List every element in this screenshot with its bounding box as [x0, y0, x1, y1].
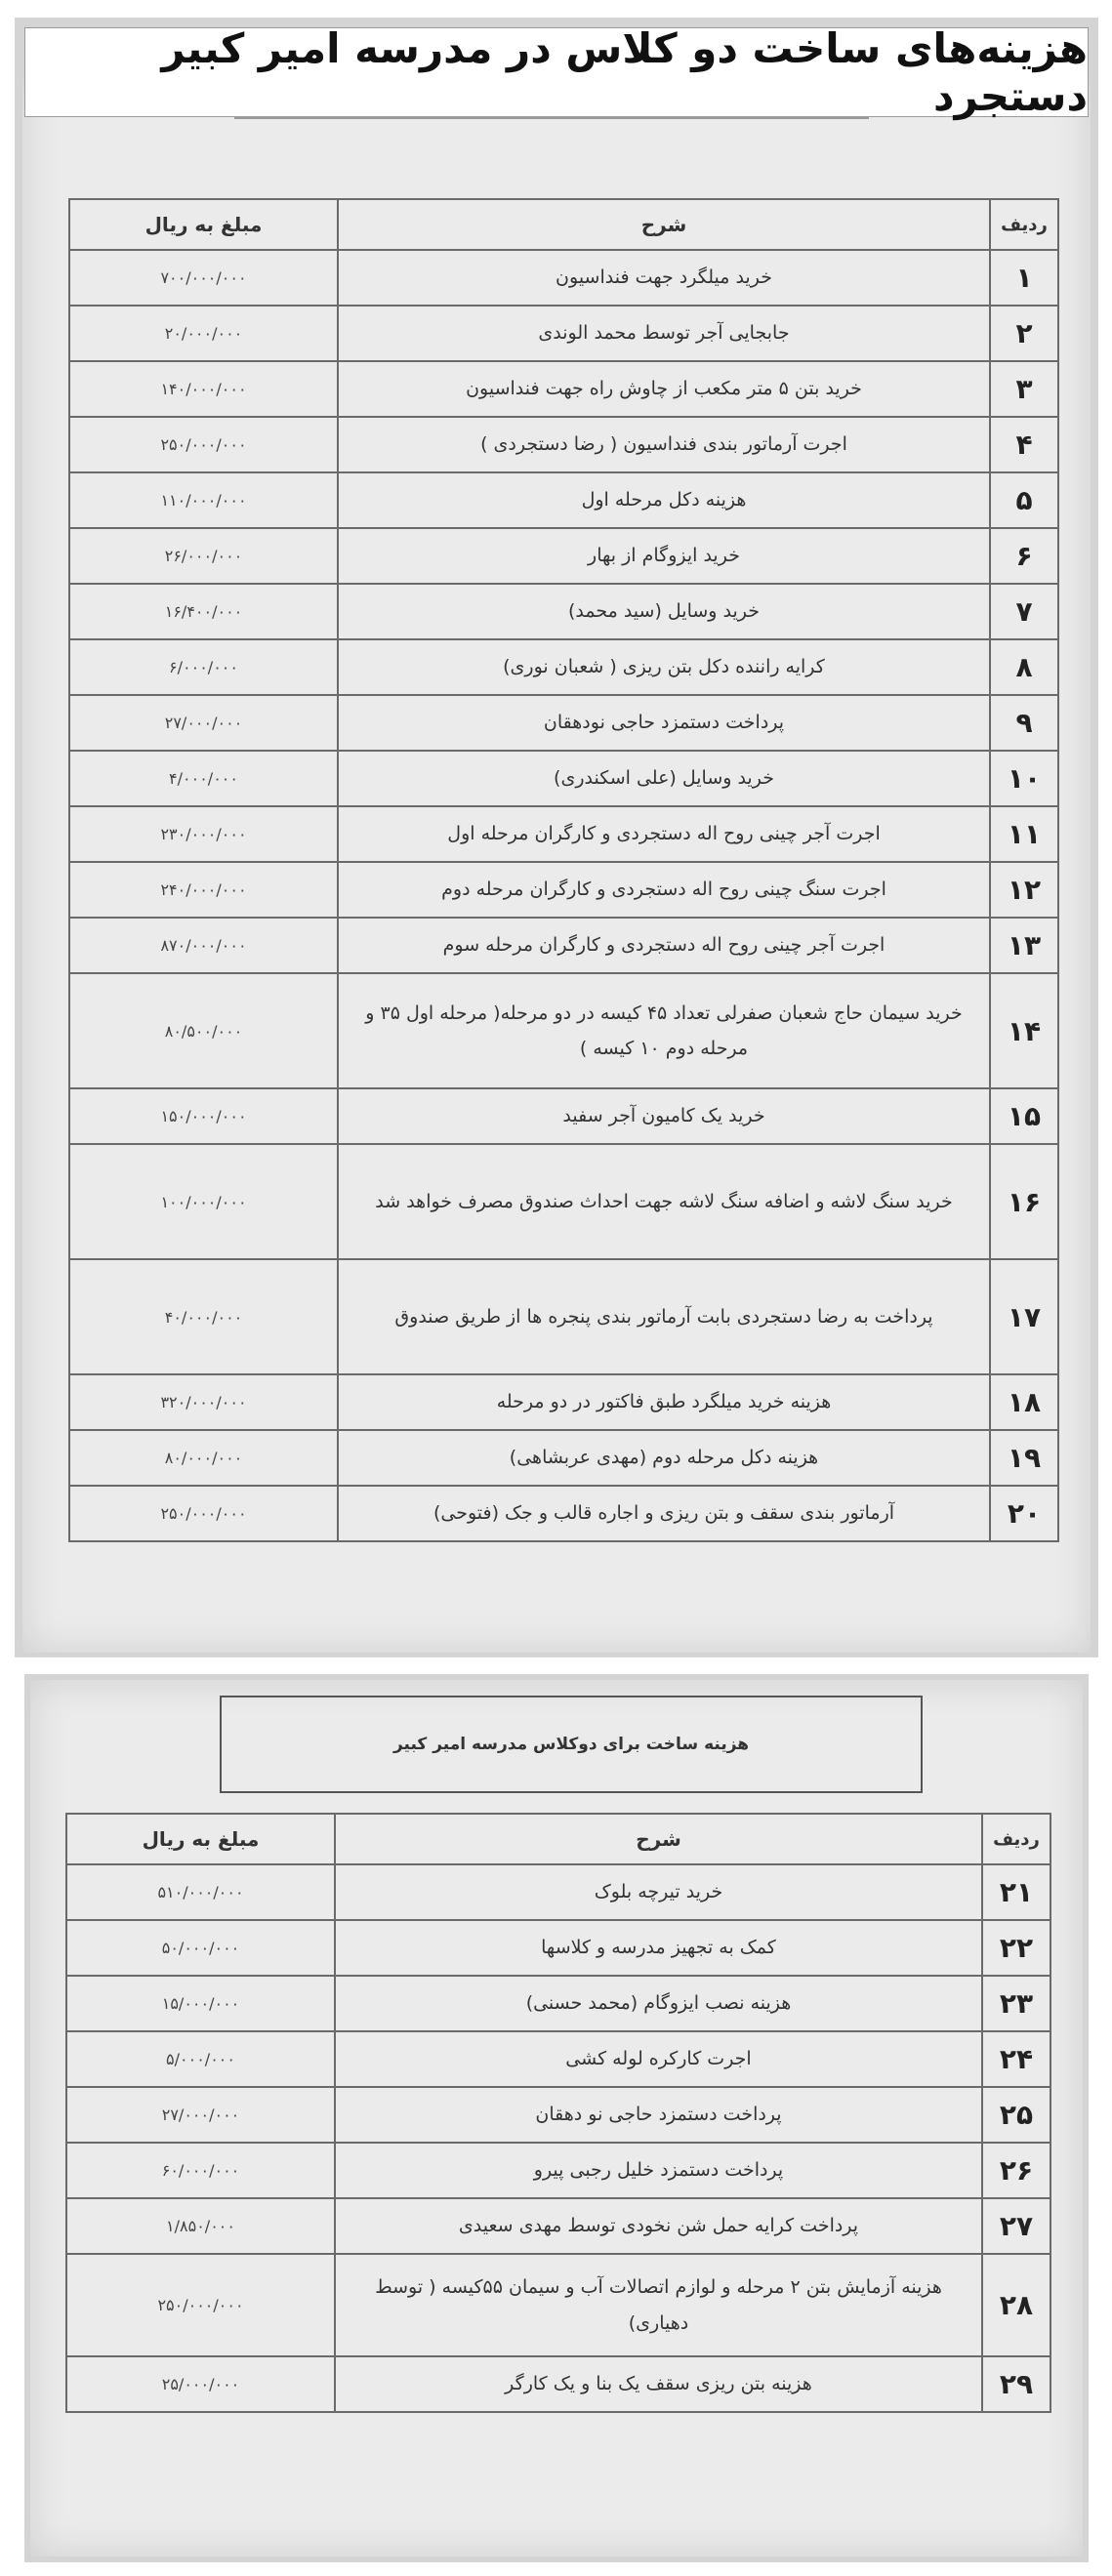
row-amount: ۲۵۰/۰۰۰/۰۰۰: [69, 417, 338, 472]
row-description: خرید سنگ لاشه و اضافه سنگ لاشه جهت احداث صندوق مصرف خواهد شد: [338, 1144, 990, 1259]
row-amount: ۶۰/۰۰۰/۰۰۰: [66, 2143, 335, 2198]
row-description: خرید سیمان حاج شعبان صفرلی تعداد ۴۵ کیسه در دو مرحله( مرحله اول ۳۵ و مرحله دوم ۱۰ کیسه ): [338, 973, 990, 1088]
row-amount: ۲۵۰/۰۰۰/۰۰۰: [69, 1486, 338, 1541]
row-description: هزینه دکل مرحله اول: [338, 472, 990, 528]
table-row: [69, 1088, 1058, 1144]
row-description: خرید تیرچه بلوک: [335, 1864, 982, 1920]
table-row: [69, 862, 1058, 918]
row-amount: ۲۷/۰۰۰/۰۰۰: [69, 695, 338, 751]
header-row-number: ردیف: [990, 199, 1058, 250]
row-description: اجرت آجر چینی روح اله دستجردی و کارگران مرحله سوم: [338, 918, 990, 973]
row-amount: ۱۴۰/۰۰۰/۰۰۰: [69, 361, 338, 417]
header-description: شرح: [338, 199, 990, 250]
table-row: [69, 1430, 1058, 1486]
row-number: ۱۱: [990, 806, 1058, 862]
row-number: ۱۸: [990, 1374, 1058, 1430]
row-amount: ۲۶/۰۰۰/۰۰۰: [69, 528, 338, 584]
row-number: ۱۹: [990, 1430, 1058, 1486]
row-amount: ۱۱۰/۰۰۰/۰۰۰: [69, 472, 338, 528]
table-row: [69, 1374, 1058, 1430]
row-amount: ۵۰/۰۰۰/۰۰۰: [66, 1920, 335, 1976]
row-number: ۱۵: [990, 1088, 1058, 1144]
table-row: [66, 1920, 1050, 1976]
row-description: هزینه نصب ایزوگام (محمد حسنی): [335, 1976, 982, 2031]
table-row: [69, 306, 1058, 361]
table-row: [66, 1976, 1050, 2031]
row-description: پرداخت دستمزد حاجی نو دهقان: [335, 2087, 982, 2143]
table-row: [66, 1864, 1050, 1920]
table-row: [69, 1144, 1058, 1259]
row-description: هزینه خرید میلگرد طبق فاکتور در دو مرحله: [338, 1374, 990, 1430]
header-description: شرح: [335, 1814, 982, 1864]
table-row: [66, 2143, 1050, 2198]
row-number: ۳: [990, 361, 1058, 417]
row-amount: ۲۵/۰۰۰/۰۰۰: [66, 2356, 335, 2412]
row-number: ۶: [990, 528, 1058, 584]
row-description: پرداخت به رضا دستجردی بابت آرماتور بندی پنجره ها از طریق صندوق: [338, 1259, 990, 1374]
row-amount: ۸۰/۵۰۰/۰۰۰: [69, 973, 338, 1088]
table-row: [69, 695, 1058, 751]
row-number: ۲: [990, 306, 1058, 361]
table-row: [69, 584, 1058, 639]
row-description: خرید بتن ۵ متر مکعب از چاوش راه جهت فنداسیون: [338, 361, 990, 417]
row-amount: ۴/۰۰۰/۰۰۰: [69, 751, 338, 806]
row-number: ۲۱: [982, 1864, 1050, 1920]
row-number: ۲۵: [982, 2087, 1050, 2143]
table-row: [66, 2356, 1050, 2412]
row-description: خرید وسایل (سید محمد): [338, 584, 990, 639]
table-row: [69, 639, 1058, 695]
row-number: ۲۸: [982, 2254, 1050, 2356]
row-amount: ۱۶/۴۰۰/۰۰۰: [69, 584, 338, 639]
document-sheet-2: [24, 1674, 1089, 2562]
table-row: [69, 806, 1058, 862]
row-number: ۲۶: [982, 2143, 1050, 2198]
row-description: خرید وسایل (علی اسکندری): [338, 751, 990, 806]
row-number: ۱۷: [990, 1259, 1058, 1374]
table-row: [69, 1259, 1058, 1374]
row-description: پرداخت دستمزد حاجی نودهقان: [338, 695, 990, 751]
row-amount: ۵۱۰/۰۰۰/۰۰۰: [66, 1864, 335, 1920]
table-row: [66, 2031, 1050, 2087]
row-number: ۱۲: [990, 862, 1058, 918]
sheet-title: هزینه ساخت برای دوکلاس مدرسه امیر کبیر: [220, 1696, 923, 1793]
row-number: ۲۴: [982, 2031, 1050, 2087]
header-amount: مبلغ به ریال: [69, 199, 338, 250]
row-amount: ۲۴۰/۰۰۰/۰۰۰: [69, 862, 338, 918]
row-amount: ۴۰/۰۰۰/۰۰۰: [69, 1259, 338, 1374]
row-amount: ۶/۰۰۰/۰۰۰: [69, 639, 338, 695]
row-number: ۲۷: [982, 2198, 1050, 2254]
row-description: هزینه دکل مرحله دوم (مهدی عربشاهی): [338, 1430, 990, 1486]
document-sheet-1: [15, 18, 1098, 1657]
table-row: [69, 1486, 1058, 1541]
row-description: پرداخت کرایه حمل شن نخودی توسط مهدی سعیدی: [335, 2198, 982, 2254]
row-amount: ۱/۸۵۰/۰۰۰: [66, 2198, 335, 2254]
table-row: [66, 2087, 1050, 2143]
row-description: هزینه بتن ریزی سقف یک بنا و یک کارگر: [335, 2356, 982, 2412]
row-amount: ۲۰/۰۰۰/۰۰۰: [69, 306, 338, 361]
row-number: ۹: [990, 695, 1058, 751]
table-row: [69, 361, 1058, 417]
cost-table-2: [65, 1813, 1051, 2413]
row-number: ۸: [990, 639, 1058, 695]
table-row: [66, 2198, 1050, 2254]
row-amount: ۸۰/۰۰۰/۰۰۰: [69, 1430, 338, 1486]
table-row: [69, 417, 1058, 472]
row-number: ۱: [990, 250, 1058, 306]
row-description: خرید میلگرد جهت فنداسیون: [338, 250, 990, 306]
row-description: خرید ایزوگام از بهار: [338, 528, 990, 584]
row-description: کمک به تجهیز مدرسه و کلاسها: [335, 1920, 982, 1976]
row-amount: ۳۲۰/۰۰۰/۰۰۰: [69, 1374, 338, 1430]
table-row: [69, 528, 1058, 584]
row-description: اجرت آجر چینی روح اله دستجردی و کارگران مرحله اول: [338, 806, 990, 862]
row-description: جابجایی آجر توسط محمد الوندی: [338, 306, 990, 361]
row-number: ۲۹: [982, 2356, 1050, 2412]
row-amount: ۷۰۰/۰۰۰/۰۰۰: [69, 250, 338, 306]
row-amount: ۲۵۰/۰۰۰/۰۰۰: [66, 2254, 335, 2356]
row-number: ۱۴: [990, 973, 1058, 1088]
row-number: ۴: [990, 417, 1058, 472]
table-row: [69, 472, 1058, 528]
row-amount: ۲۳۰/۰۰۰/۰۰۰: [69, 806, 338, 862]
table-row: [69, 973, 1058, 1088]
row-description: اجرت سنگ چینی روح اله دستجردی و کارگران مرحله دوم: [338, 862, 990, 918]
row-number: ۲۰: [990, 1486, 1058, 1541]
row-description: پرداخت دستمزد خلیل رجبی پیرو: [335, 2143, 982, 2198]
cost-table-1: [68, 198, 1059, 1542]
row-description: اجرت کارکره لوله کشی: [335, 2031, 982, 2087]
row-amount: ۲۷/۰۰۰/۰۰۰: [66, 2087, 335, 2143]
table-row: [69, 918, 1058, 973]
row-description: کرایه راننده دکل بتن ریزی ( شعبان نوری): [338, 639, 990, 695]
row-amount: ۱۵۰/۰۰۰/۰۰۰: [69, 1088, 338, 1144]
row-number: ۱۳: [990, 918, 1058, 973]
header-row-number: ردیف: [982, 1814, 1050, 1864]
row-number: ۵: [990, 472, 1058, 528]
row-description: آرماتور بندی سقف و بتن ریزی و اجاره قالب و جک (فتوحی): [338, 1486, 990, 1541]
row-amount: ۱۵/۰۰۰/۰۰۰: [66, 1976, 335, 2031]
table-row: [69, 250, 1058, 306]
row-amount: ۸۷۰/۰۰۰/۰۰۰: [69, 918, 338, 973]
row-number: ۱۶: [990, 1144, 1058, 1259]
table-row: [69, 751, 1058, 806]
row-description: خرید یک کامیون آجر سفید: [338, 1088, 990, 1144]
row-number: ۱۰: [990, 751, 1058, 806]
header-amount: مبلغ به ریال: [66, 1814, 335, 1864]
table-header-row: [69, 199, 1058, 250]
row-number: ۲۳: [982, 1976, 1050, 2031]
row-description: هزینه آزمایش بتن ۲ مرحله و لوازم اتصالات آب و سیمان ۵۵کیسه ( توسط دهیاری): [335, 2254, 982, 2356]
row-number: ۲۲: [982, 1920, 1050, 1976]
row-description: اجرت آرماتور بندی فنداسیون ( رضا دستجردی ): [338, 417, 990, 472]
row-amount: ۱۰۰/۰۰۰/۰۰۰: [69, 1144, 338, 1259]
title-divider: [234, 117, 869, 119]
page-title: هزینه‌های ساخت دو کلاس در مدرسه امیر کبیر دستجرد: [24, 27, 1089, 117]
row-amount: ۵/۰۰۰/۰۰۰: [66, 2031, 335, 2087]
row-number: ۷: [990, 584, 1058, 639]
table-row: [66, 2254, 1050, 2356]
table-header-row: [66, 1814, 1050, 1864]
